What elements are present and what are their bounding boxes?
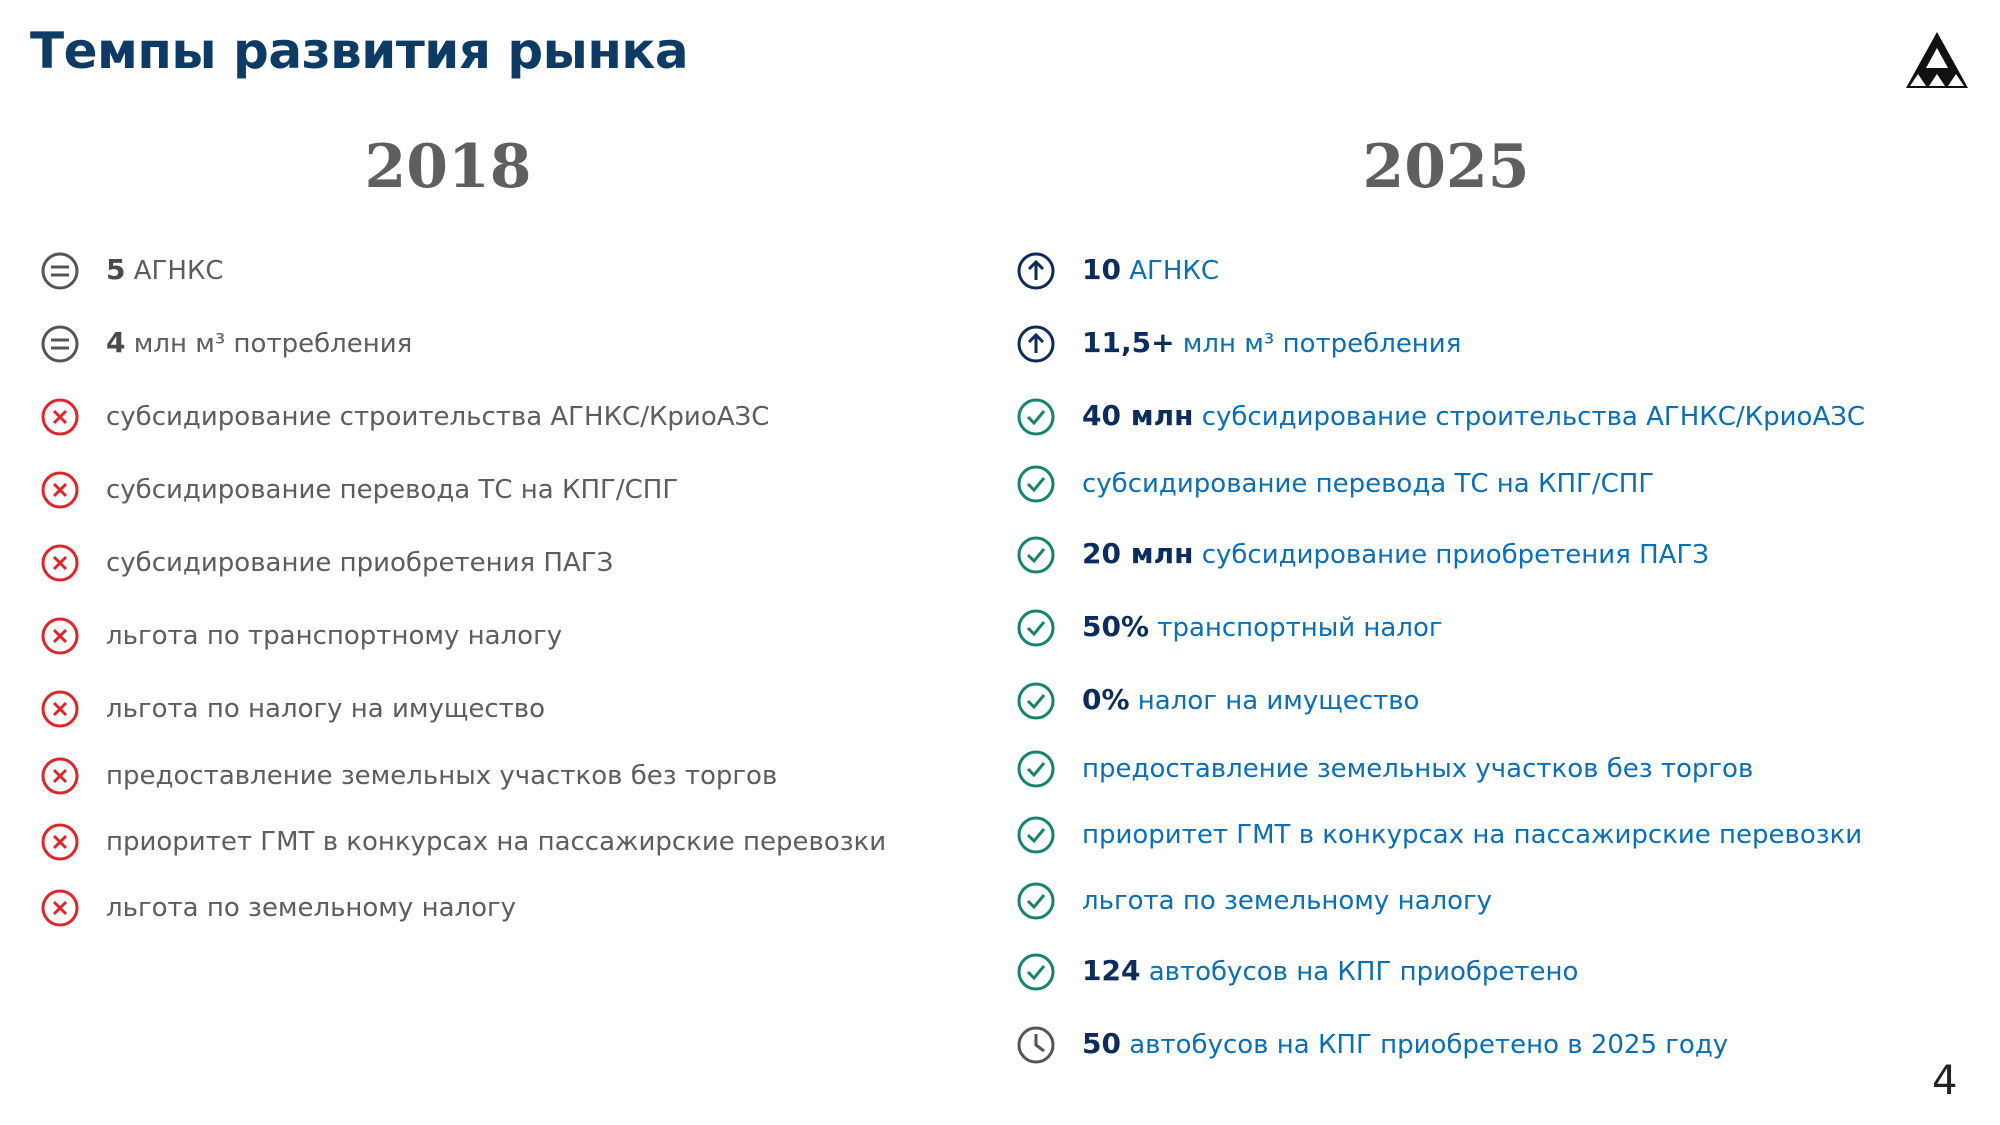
arrow-up-circle-icon — [1016, 324, 1056, 364]
close-circle-icon — [40, 756, 80, 796]
item-text: льгота по налогу на имущество — [106, 694, 546, 724]
item-text: льгота по транспортному налогу — [106, 621, 563, 651]
list-item — [40, 887, 516, 928]
check-circle-icon — [1016, 952, 1056, 992]
close-circle-icon — [40, 543, 80, 583]
item-text: 50% транспортный налог — [1082, 610, 1443, 643]
page-number: 4 — [1932, 1058, 1958, 1104]
list-item — [1016, 748, 1753, 789]
list-item — [40, 821, 886, 862]
list-item — [1016, 1024, 1728, 1065]
close-circle-icon — [40, 822, 80, 862]
check-circle-icon — [1016, 815, 1056, 855]
item-text: 20 млн субсидирование приобретения ПАГЗ — [1082, 537, 1709, 570]
item-text: субсидирование строительства АГНКС/КриоАЗС — [106, 402, 770, 432]
check-circle-icon — [1016, 397, 1056, 437]
item-text: 5 АГНКС — [106, 253, 224, 286]
list-item — [1016, 250, 1219, 291]
list-item — [40, 688, 545, 729]
check-circle-icon — [1016, 535, 1056, 575]
item-text: субсидирование перевода ТС на КПГ/СПГ — [106, 475, 679, 505]
check-circle-icon — [1016, 881, 1056, 921]
list-item — [40, 615, 562, 656]
close-circle-icon — [40, 397, 80, 437]
list-item — [1016, 680, 1419, 721]
item-text: 50 автобусов на КПГ приобретено в 2025 году — [1082, 1027, 1729, 1060]
list-item — [1016, 534, 1709, 575]
list-item — [40, 469, 678, 510]
list-item — [40, 323, 412, 364]
item-text: 10 АГНКС — [1082, 253, 1220, 286]
check-circle-icon — [1016, 681, 1056, 721]
item-text: 124 автобусов на КПГ приобретено — [1082, 954, 1579, 987]
close-circle-icon — [40, 888, 80, 928]
arrow-up-circle-icon — [1016, 251, 1056, 291]
list-item — [40, 250, 224, 291]
item-text: приоритет ГМТ в конкурсах на пассажирские перевозки — [1082, 820, 1863, 850]
list-item — [40, 542, 613, 583]
item-text: льгота по земельному налогу — [106, 893, 517, 923]
equal-icon — [40, 251, 80, 291]
close-circle-icon — [40, 689, 80, 729]
list-item — [1016, 951, 1578, 992]
item-text: приоритет ГМТ в конкурсах на пассажирские перевозки — [106, 827, 887, 857]
check-circle-icon — [1016, 749, 1056, 789]
item-text: 0% налог на имущество — [1082, 683, 1420, 716]
item-text: предоставление земельных участков без торгов — [106, 761, 778, 791]
item-text: предоставление земельных участков без торгов — [1082, 754, 1754, 784]
list-item — [1016, 396, 1865, 437]
item-text: субсидирование приобретения ПАГЗ — [106, 548, 614, 578]
close-circle-icon — [40, 470, 80, 510]
check-circle-icon — [1016, 608, 1056, 648]
close-circle-icon — [40, 616, 80, 656]
item-text: льгота по земельному налогу — [1082, 886, 1493, 916]
year-2018-heading: 2018 — [364, 132, 532, 202]
item-text: 11,5+ млн м³ потребления — [1082, 326, 1462, 359]
item-text: субсидирование перевода ТС на КПГ/СПГ — [1082, 469, 1655, 499]
company-logo-icon — [1904, 30, 1970, 90]
list-item — [40, 396, 769, 437]
year-2025-heading: 2025 — [1362, 132, 1530, 202]
clock-icon — [1016, 1025, 1056, 1065]
list-item — [1016, 607, 1443, 648]
list-item — [1016, 814, 1862, 855]
list-item — [1016, 463, 1654, 504]
list-item — [1016, 880, 1492, 921]
list-item — [1016, 323, 1461, 364]
page-title: Темпы развития рынка — [30, 22, 689, 80]
check-circle-icon — [1016, 464, 1056, 504]
item-text: 40 млн субсидирование строительства АГНКС/КриоАЗС — [1082, 399, 1866, 432]
item-text: 4 млн м³ потребления — [106, 326, 413, 359]
equal-icon — [40, 324, 80, 364]
list-item — [40, 755, 777, 796]
